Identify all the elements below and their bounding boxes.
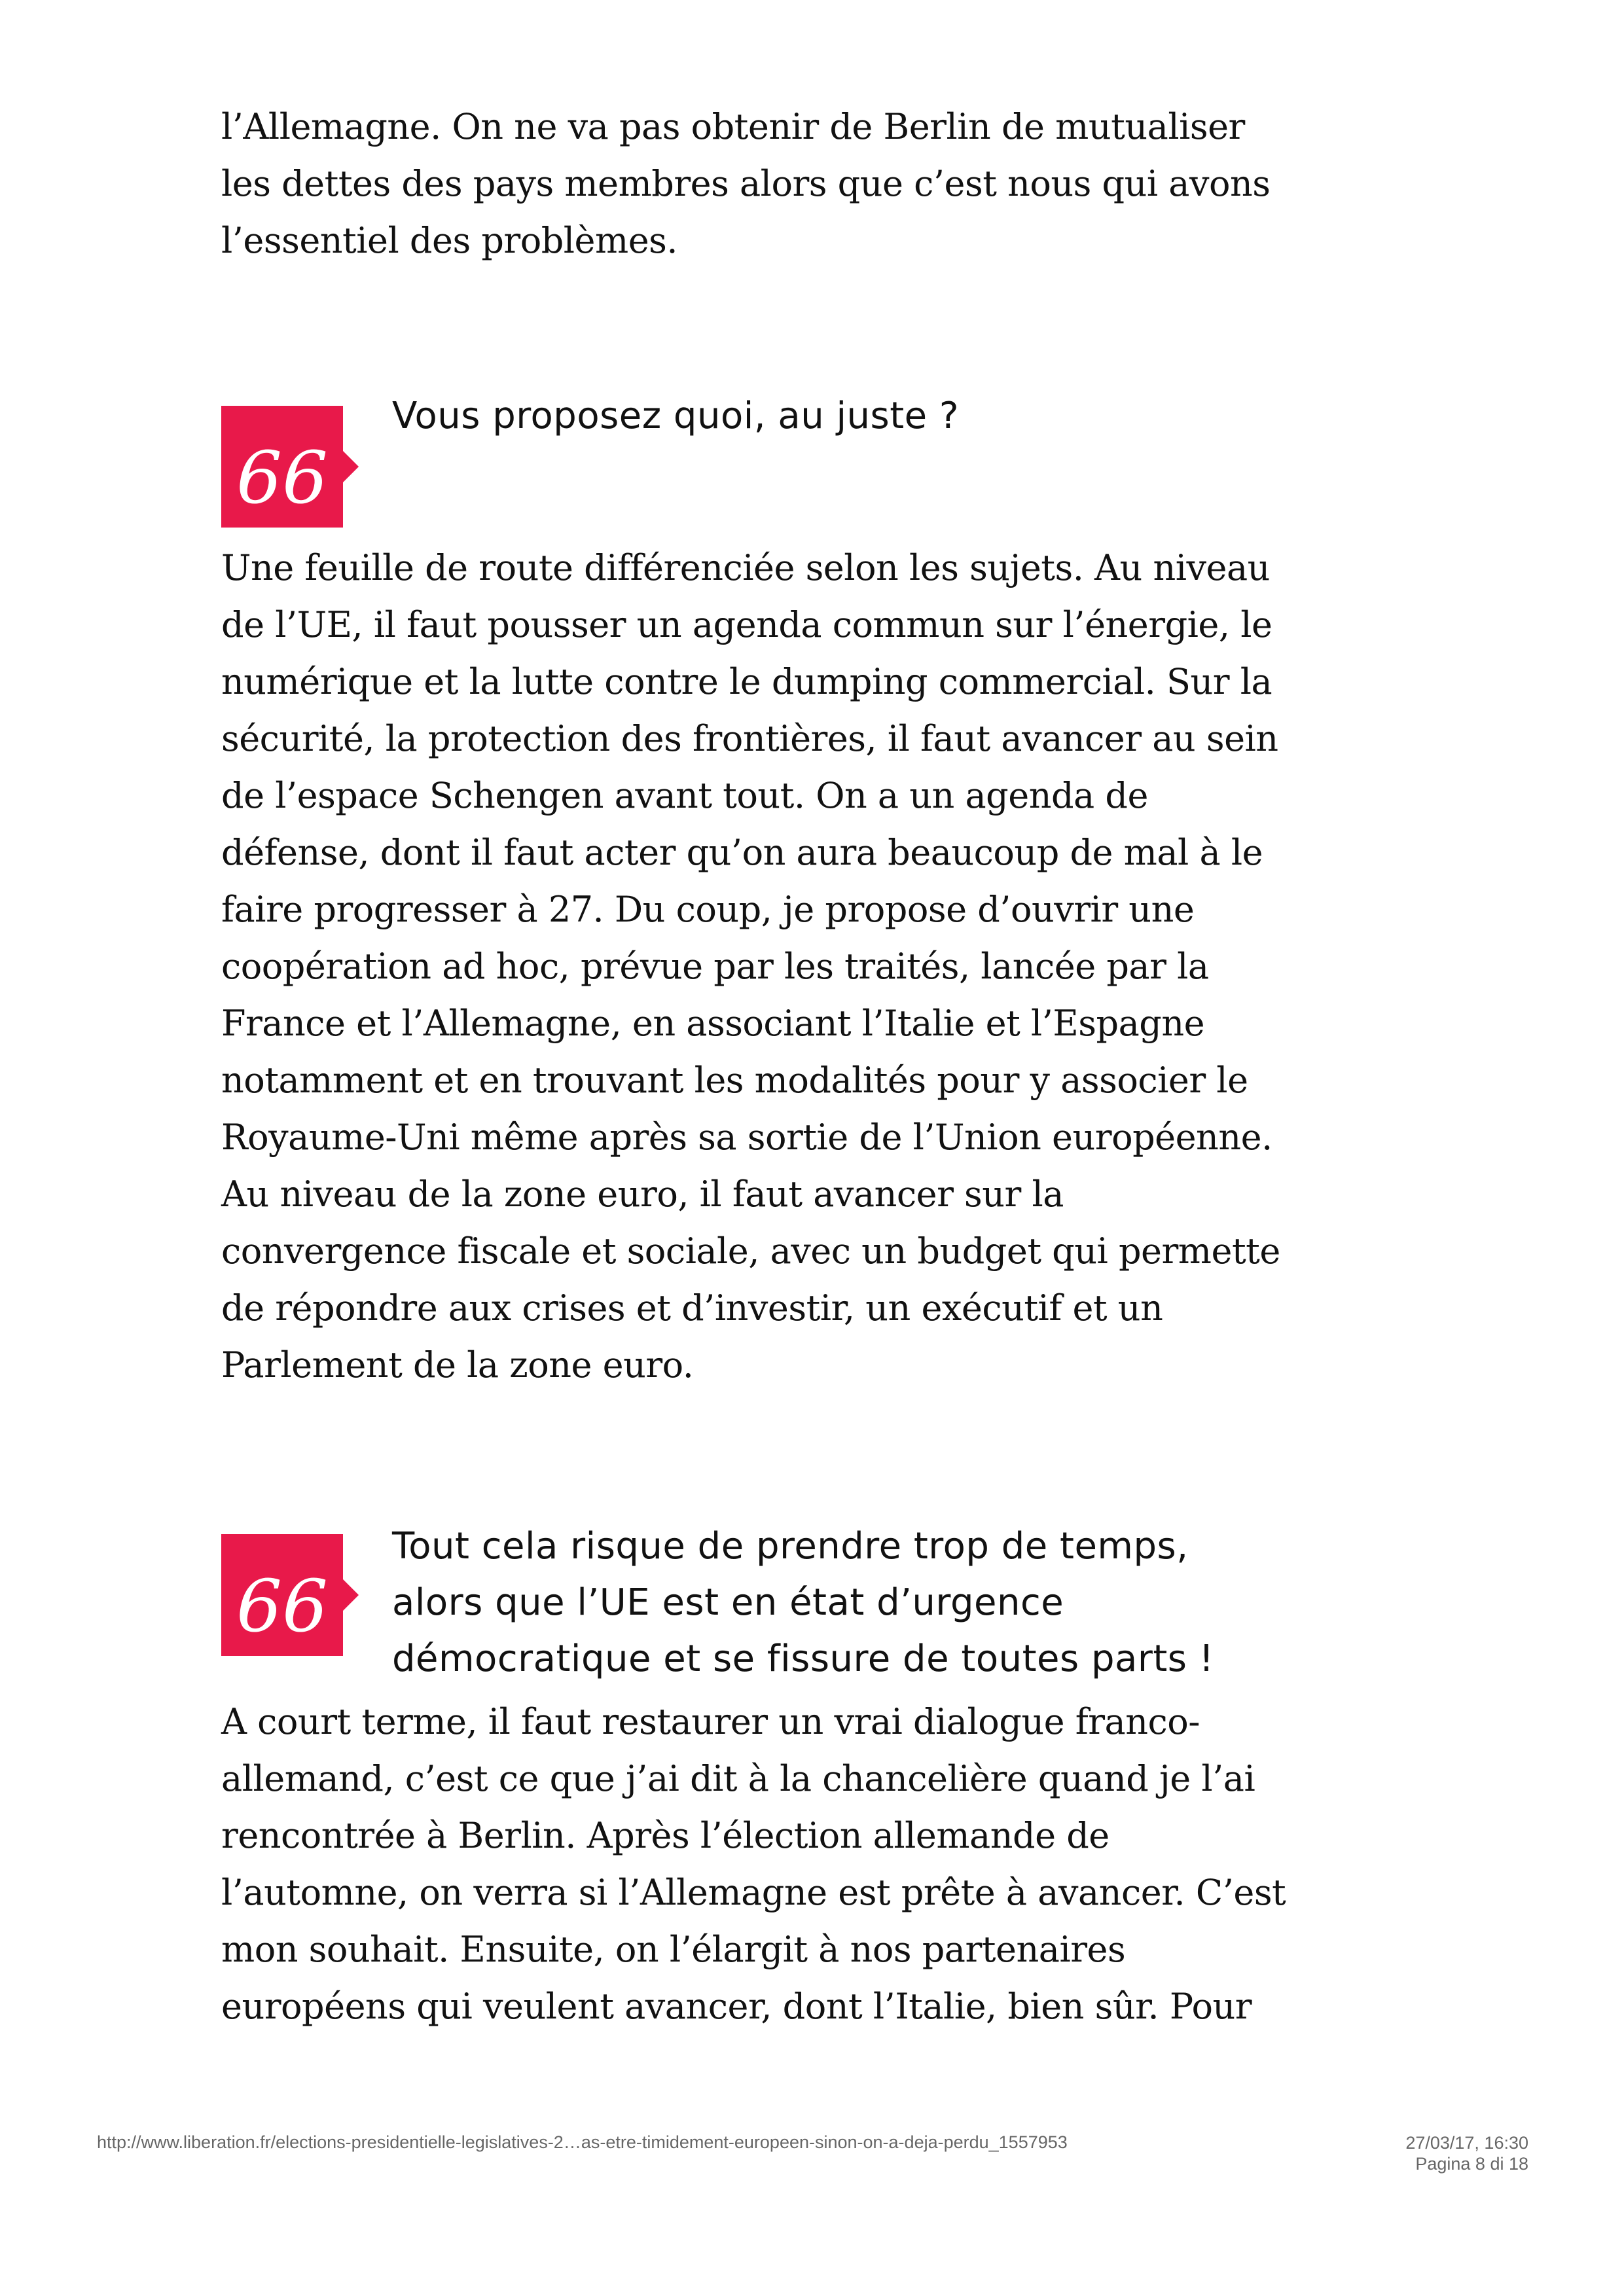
text-line: Au niveau de la zone euro, il faut avancer sur la bbox=[221, 1174, 1064, 1215]
text-line: Parlement de la zone euro. bbox=[221, 1344, 694, 1386]
quote-glyph: 66 bbox=[236, 436, 328, 520]
question-2-text bbox=[392, 1518, 1322, 1687]
text-line: défense, dont il faut acter qu’on aura beaucoup de mal à le bbox=[221, 832, 1263, 873]
text-line: de répondre aux crises et d’investir, un exécutif et un bbox=[221, 1287, 1163, 1329]
text-line: les dettes des pays membres alors que c’est nous qui avons bbox=[221, 163, 1271, 204]
quote-icon bbox=[221, 1534, 343, 1656]
text-line: alors que l’UE est en état d’urgence bbox=[392, 1581, 1064, 1624]
text-line: l’essentiel des problèmes. bbox=[221, 220, 678, 261]
text-line: démocratique et se fissure de toutes parts ! bbox=[392, 1638, 1214, 1680]
footer-datetime: 27/03/17, 16:30 bbox=[1405, 2133, 1528, 2153]
quote-glyph: 66 bbox=[236, 1564, 328, 1648]
text-line: sécurité, la protection des frontières, il faut avancer au sein bbox=[221, 718, 1278, 759]
text-line: l’Allemagne. On ne va pas obtenir de Berlin de mutualiser bbox=[221, 106, 1245, 147]
paragraph-2 bbox=[221, 539, 1295, 1393]
text-line: convergence fiscale et sociale, avec un budget qui permette bbox=[221, 1230, 1280, 1272]
footer-url: http://www.liberation.fr/elections-presidentielle-legislatives-2…as-etre-timidement-europeen-sinon-on-a-deja-perdu_1557953 bbox=[97, 2132, 1068, 2152]
quote-icon bbox=[221, 406, 343, 528]
text-line: Une feuille de route différenciée selon les sujets. Au niveau bbox=[221, 547, 1270, 588]
text-line: coopération ad hoc, prévue par les traités, lancée par la bbox=[221, 946, 1209, 987]
text-line: numérique et la lutte contre le dumping commercial. Sur la bbox=[221, 661, 1272, 702]
footer-page-number: Pagina 8 di 18 bbox=[1415, 2154, 1528, 2174]
text-line: l’automne, on verra si l’Allemagne est prête à avancer. C’est bbox=[221, 1872, 1286, 1913]
footer-meta bbox=[1405, 2132, 1528, 2174]
text-line: faire progresser à 27. Du coup, je propose d’ouvrir une bbox=[221, 889, 1195, 930]
text-line: allemand, c’est ce que j’ai dit à la chancelière quand je l’ai bbox=[221, 1758, 1255, 1799]
paragraph-3 bbox=[221, 1693, 1295, 2035]
text-line: européens qui veulent avancer, dont l’Italie, bien sûr. Pour bbox=[221, 1986, 1252, 2027]
text-line: Vous proposez quoi, au juste ? bbox=[392, 395, 960, 437]
text-line: France et l’Allemagne, en associant l’Italie et l’Espagne bbox=[221, 1003, 1205, 1044]
text-line: mon souhait. Ensuite, on l’élargit à nos partenaires bbox=[221, 1929, 1126, 1970]
text-line: A court terme, il faut restaurer un vrai dialogue franco- bbox=[221, 1701, 1200, 1742]
paragraph-1 bbox=[221, 98, 1295, 269]
text-line: de l’espace Schengen avant tout. On a un agenda de bbox=[221, 775, 1148, 816]
text-line: rencontrée à Berlin. Après l’élection allemande de bbox=[221, 1815, 1110, 1856]
text-line: notamment et en trouvant les modalités pour y associer le bbox=[221, 1060, 1248, 1101]
text-line: Royaume-Uni même après sa sortie de l’Union européenne. bbox=[221, 1117, 1272, 1158]
text-line: de l’UE, il faut pousser un agenda commun sur l’énergie, le bbox=[221, 604, 1272, 645]
question-1-text bbox=[392, 388, 1322, 444]
text-line: Tout cela risque de prendre trop de temps, bbox=[392, 1525, 1189, 1568]
